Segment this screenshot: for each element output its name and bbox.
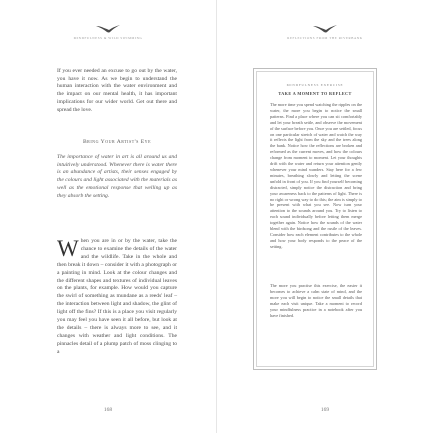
left-page — [0, 0, 216, 433]
bird-ornament-icon-right — [217, 22, 433, 34]
dropcap-paragraph-text: hen you are in or by the water, take the chance to examine the details of the water and the wildlife. Take in the whole and then break it down – consider it with a photograph or a painting in mind. Look at the colour changes and the different shapes and textures of individual leaves on the plants, for example. How would you capture the swirl of something as mundane as a reeds' leaf – the interaction between light and shadow, the glint of light off the fins? If this is a place you visit regularly you may feel you have seen it all before, but look at the details – there is always more to see, and it changes with weather and light conditions. The pinnacles detail of a plump patch of moss clinging to a — [57, 238, 177, 355]
page-number-left: 168 — [103, 407, 113, 413]
exercise-label: MINDFULNESS EXERCISE — [286, 83, 344, 87]
italic-paragraph: The importance of water in art is all around us and intuitively understood. Whenever there is water there is an abundance of artists, their senses engaged by the colours and light associated with the materials as well as the emotional response that welling up as they absorb the setting. — [57, 154, 177, 199]
running-head-left: MINDFULNESS & WILD SWIMMING — [73, 36, 143, 40]
exercise-paragraph-1: The more time you spend watching the ripples on the water, the more you begin to notice the small patterns. Find a place where you can sit comfortably and let your breath settle, and observe the movement of the surface before you. Once you are settled, focus on one particular stretch of water and watch the way it reflects the light from the sky and the trees along the bank. Notice how the reflections are broken and reformed as the current moves, and how the colours change from moment to moment. Let your thoughts drift with the water and return your attention gently whenever your mind wanders. Stay here for a few minutes, breathing slowly and letting the scene unfold in front of you. If you find yourself becoming distracted, simply notice the distraction and bring your awareness back to the patterns of light. There is no right or wrong way to do this; the aim is simply to be present with what you see. Now turn your attention to the sounds around you. Try to listen to each sound individually before letting them merge together again. Notice how the sounds of the water blend with the birdsong and the rustle of the leaves. Consider how each element contributes to the whole and how your body responds to the peace of the setting. — [270, 102, 362, 249]
exercise-box — [253, 68, 377, 370]
exercise-paragraph-2: The more you practise this exercise, the easier it becomes to achieve a calm state of mind, and the more you will begin to notice the small details that make each visit unique. Take a moment to record your mindfulness practice in a notebook after you have finished. — [270, 283, 362, 318]
exercise-title: TAKE A MOMENT TO REFLECT — [278, 91, 352, 96]
section-heading: Bring Your Artist's Eye — [82, 139, 152, 145]
bird-ornament-icon — [0, 22, 216, 34]
right-page — [217, 0, 433, 433]
drop-cap: W — [57, 236, 79, 261]
intro-paragraph: If you ever needed an excuse to go out by the water, you have it now. As we begin to understand the human interaction with the water environment and the impact on our mental health, it has important implications for our wider world. Get out there and spread the love. — [57, 68, 177, 113]
dropcap-paragraph — [57, 238, 177, 357]
running-head-right: REFLECTIONS FROM THE RIVERBANK — [287, 36, 363, 40]
page-number-right: 169 — [320, 407, 330, 413]
